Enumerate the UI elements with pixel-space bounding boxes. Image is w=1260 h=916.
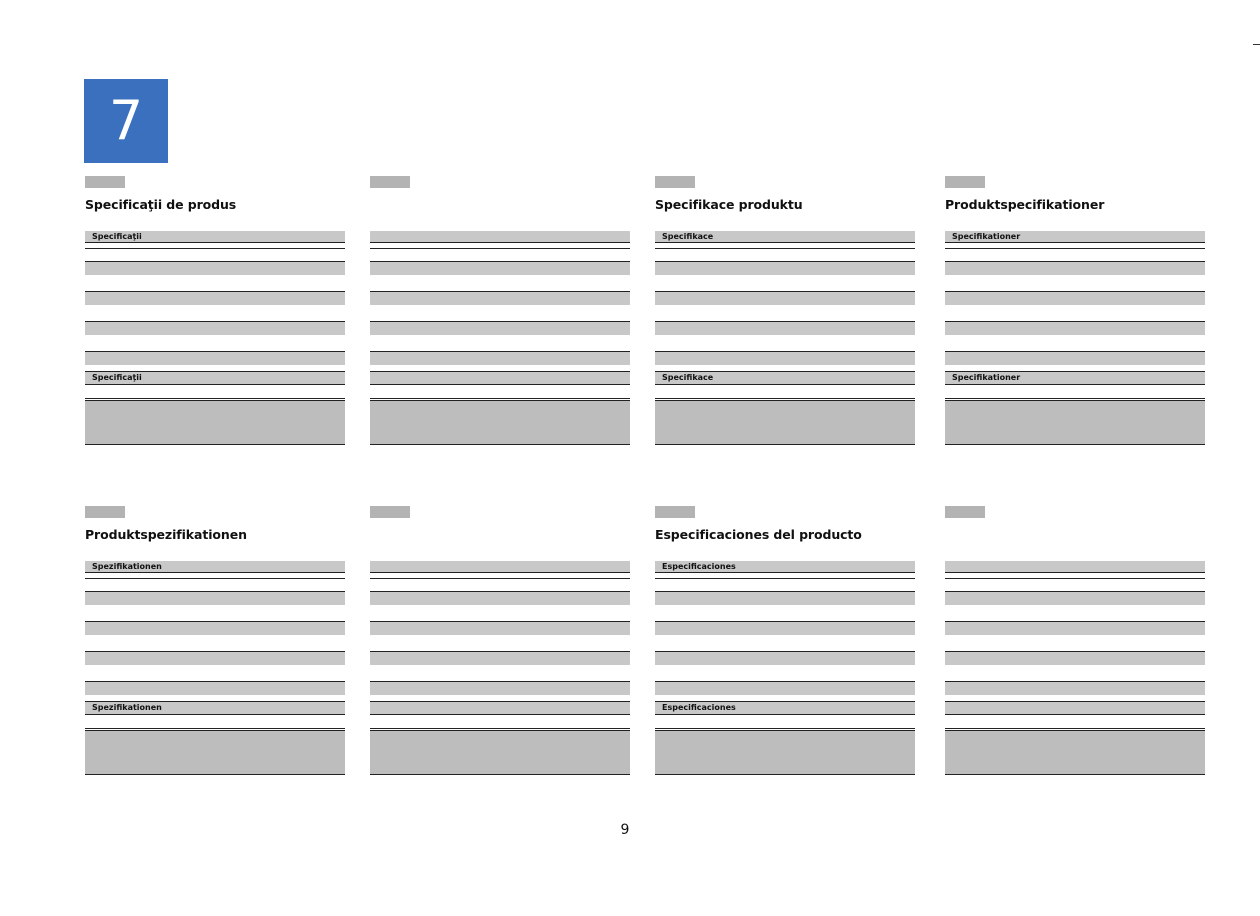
spec-row-line xyxy=(370,248,630,249)
spec-row-shade xyxy=(370,321,630,335)
spec-row-line xyxy=(945,728,1205,729)
spec-row-shade xyxy=(655,291,915,305)
spec-header-bar-2 xyxy=(945,371,1205,385)
spec-header-bar xyxy=(370,231,630,243)
spec-header-bar xyxy=(655,561,915,573)
spec-header-label-2: Spezifikationen xyxy=(92,703,162,712)
spec-row-line xyxy=(370,398,630,399)
language-tab xyxy=(85,506,125,518)
spec-row-shade xyxy=(370,591,630,605)
spec-header-label-2: Especificaciones xyxy=(662,703,736,712)
spec-row-shade xyxy=(945,681,1205,695)
spec-row-shade xyxy=(655,351,915,365)
page-number: 9 xyxy=(620,822,630,838)
spec-row-line xyxy=(370,728,630,729)
spec-detail-box xyxy=(945,400,1205,445)
section-title: Especificaciones del producto xyxy=(655,527,862,542)
spec-row-line xyxy=(655,728,915,729)
spec-row-shade xyxy=(370,651,630,665)
language-tab xyxy=(655,506,695,518)
language-tab xyxy=(85,176,125,188)
language-tab xyxy=(370,506,410,518)
language-tab xyxy=(370,176,410,188)
section-title: Specifikace produktu xyxy=(655,197,803,212)
spec-header-bar-2 xyxy=(655,701,915,715)
spec-row-shade xyxy=(655,621,915,635)
spec-header-label-2: Specificaţii xyxy=(92,373,142,382)
spec-row-shade xyxy=(655,321,915,335)
spec-header-bar xyxy=(370,561,630,573)
spec-row-line xyxy=(85,248,345,249)
spec-header-bar xyxy=(945,231,1205,243)
spec-header-bar-2 xyxy=(945,701,1205,715)
spec-header-bar-2 xyxy=(370,701,630,715)
spec-row-shade xyxy=(370,681,630,695)
spec-row-shade xyxy=(945,591,1205,605)
spec-header-label: Especificaciones xyxy=(662,562,736,571)
spec-header-bar-2 xyxy=(85,371,345,385)
spec-header-label: Specifikace xyxy=(662,232,714,241)
spec-row-shade xyxy=(85,261,345,275)
crop-mark xyxy=(1253,44,1260,45)
spec-detail-box xyxy=(945,730,1205,775)
spec-header-label-2: Specifikace xyxy=(662,373,714,382)
spec-row-line xyxy=(655,578,915,579)
section-title: Specificaţii de produs xyxy=(85,197,237,212)
language-tab xyxy=(945,176,985,188)
spec-detail-box xyxy=(655,400,915,445)
spec-row-line xyxy=(655,248,915,249)
spec-row-line xyxy=(85,398,345,399)
spec-detail-box xyxy=(370,730,630,775)
spec-detail-box xyxy=(85,400,345,445)
spec-row-shade xyxy=(85,321,345,335)
spec-row-line xyxy=(945,578,1205,579)
spec-row-shade xyxy=(85,681,345,695)
spec-row-shade xyxy=(85,621,345,635)
chapter-number-badge: 7 xyxy=(84,79,168,163)
spec-header-label: Specifikationer xyxy=(952,232,1021,241)
spec-row-shade xyxy=(655,261,915,275)
spec-header-label-2: Specifikationer xyxy=(952,373,1021,382)
spec-row-shade xyxy=(655,591,915,605)
spec-detail-box xyxy=(85,730,345,775)
spec-row-shade xyxy=(370,291,630,305)
spec-row-shade xyxy=(370,351,630,365)
spec-row-line xyxy=(945,248,1205,249)
section-title: Produktspecifikationer xyxy=(945,197,1105,212)
spec-header-bar xyxy=(85,231,345,243)
spec-row-shade xyxy=(945,621,1205,635)
spec-row-line xyxy=(655,398,915,399)
spec-row-shade xyxy=(945,651,1205,665)
spec-header-bar-2 xyxy=(655,371,915,385)
spec-row-shade xyxy=(945,321,1205,335)
spec-detail-box xyxy=(655,730,915,775)
spec-header-label: Spezifikationen xyxy=(92,562,162,571)
spec-row-shade xyxy=(370,261,630,275)
spec-row-shade xyxy=(655,681,915,695)
spec-header-bar-2 xyxy=(85,701,345,715)
spec-header-bar xyxy=(655,231,915,243)
spec-row-shade xyxy=(655,651,915,665)
spec-row-shade xyxy=(85,651,345,665)
spec-row-shade xyxy=(85,351,345,365)
language-tab xyxy=(655,176,695,188)
spec-row-line xyxy=(85,728,345,729)
section-title: Produktspezifikationen xyxy=(85,527,247,542)
spec-header-bar-2 xyxy=(370,371,630,385)
spec-row-shade xyxy=(370,621,630,635)
spec-row-shade xyxy=(85,291,345,305)
spec-detail-box xyxy=(370,400,630,445)
spec-header-label: Specificaţii xyxy=(92,232,142,241)
spec-row-shade xyxy=(945,351,1205,365)
spec-row-line xyxy=(370,578,630,579)
language-tab xyxy=(945,506,985,518)
spec-row-line xyxy=(945,398,1205,399)
spec-row-shade xyxy=(85,591,345,605)
spec-row-shade xyxy=(945,261,1205,275)
spec-row-line xyxy=(85,578,345,579)
spec-row-shade xyxy=(945,291,1205,305)
spec-header-bar xyxy=(85,561,345,573)
spec-header-bar xyxy=(945,561,1205,573)
